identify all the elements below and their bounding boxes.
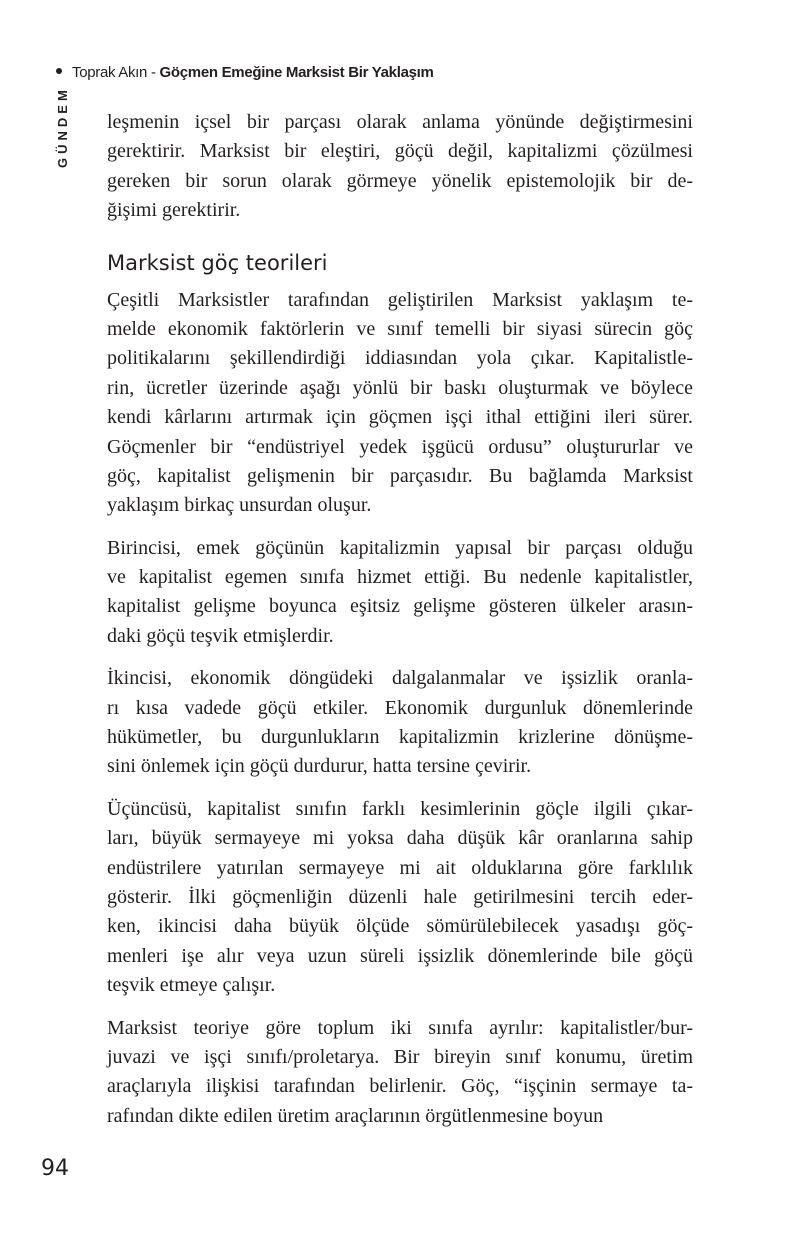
paragraph [107,664,693,782]
text-line: rı kısa vadede göçü etkiler. Ekonomik durgunluk dönemlerinde [107,696,693,719]
section-label: GÜNDEM [55,86,70,168]
header-title: Göçmen Emeğine Marksist Bir Yaklaşım [159,64,434,81]
section-heading: Marksist göç teorileri [107,250,328,275]
paragraph [107,534,693,652]
text-line: Üçüncüsü, kapitalist sınıfın farklı kesimlerinin göçle ilgili çıkar- [107,797,693,820]
text-line: daki göçü teşvik etmişlerdir. [107,624,334,647]
paragraph [107,108,693,226]
text-line: kapitalist gelişme boyunca eşitsiz gelişme gösteren ülkeler arasın- [107,595,693,618]
header-author: Toprak Akın - [72,64,160,81]
text-line: ve kapitalist egemen sınıfa hizmet ettiği. Bu nedenle kapitalistler, [107,566,693,589]
paragraph [107,795,693,1001]
text-line: Birincisi, emek göçünün kapitalizmin yapısal bir parçası olduğu [107,536,693,559]
text-line: ğişimi gerektirir. [107,199,241,222]
page-number: 94 [41,1156,69,1181]
text-line: araçlarıyla ilişkisi tarafından belirlenir. Göç, “işçinin sermaye ta- [107,1075,693,1098]
text-line: politikalarını şekillendirdiği iddiasından yola çıkar. Kapitalistle- [107,347,693,370]
text-line: gerektirir. Marksist bir eleştiri, göçü değil, kapitalizmi çözülmesi [107,140,693,163]
text-line: gereken bir sorun olarak görmeye yönelik epistemolojik bir de- [107,169,693,192]
text-line: hükümetler, bu durgunlukların kapitalizmin krizlerine dönüşme- [107,726,693,749]
body-text [107,108,693,1144]
text-line: İkincisi, ekonomik döngüdeki dalgalanmalar ve işsizlik oranla- [107,667,693,690]
text-line: Çeşitli Marksistler tarafından geliştirilen Marksist yaklaşım te- [107,288,693,311]
text-line: yaklaşım birkaç unsurdan oluşur. [107,494,372,517]
text-line: ları, büyük sermayeye mi yoksa daha düşük kâr oranlarına sahip [107,827,693,850]
text-line: rafından dikte edilen üretim araçlarının örgütlenmesine boyun [107,1104,604,1127]
text-line: göç, kapitalist gelişmenin bir parçasıdır. Bu bağlamda Marksist [107,464,693,487]
paragraph [107,286,693,521]
text-line: leşmenin içsel bir parçası olarak anlama yönünde değiştirmesini [107,111,693,133]
text-line: kendi kârlarını artırmak için göçmen işçi ithal ettiğini ileri sürer. [107,406,693,429]
text-line: Göçmenler bir “endüstriyel yedek işgücü ordusu” oluştururlar ve [107,435,693,458]
running-header [56,64,434,81]
text-line: sini önlemek için göçü durdurur, hatta tersine çevirir. [107,755,532,778]
text-line: endüstrilere yatırılan sermayeye mi ait olduklarına göre farklılık [107,856,693,879]
text-line: teşvik etmeye çalışır. [107,974,276,997]
bullet-icon [56,68,62,74]
text-line: melde ekonomik faktörlerin ve sınıf temelli bir siyasi sürecin göç [107,317,693,340]
text-line: menleri işe alır veya uzun süreli işsizlik dönemlerinde bile göçü [107,944,693,967]
text-line: ken, ikincisi daha büyük ölçüde sömürülebilecek yasadışı göç- [107,915,693,938]
text-line: juvazi ve işçi sınıfı/proletarya. Bir bireyin sınıf konumu, üretim [107,1045,693,1068]
text-line: Marksist teoriye göre toplum iki sınıfa ayrılır: kapitalistler/bur- [107,1016,693,1039]
text-line: gösterir. İlki göçmenliğin düzenli hale getirilmesini tercih eder- [107,885,693,908]
paragraph [107,1014,693,1132]
text-line: rin, ücretler üzerinde aşağı yönlü bir baskı oluşturmak ve böylece [107,376,693,399]
